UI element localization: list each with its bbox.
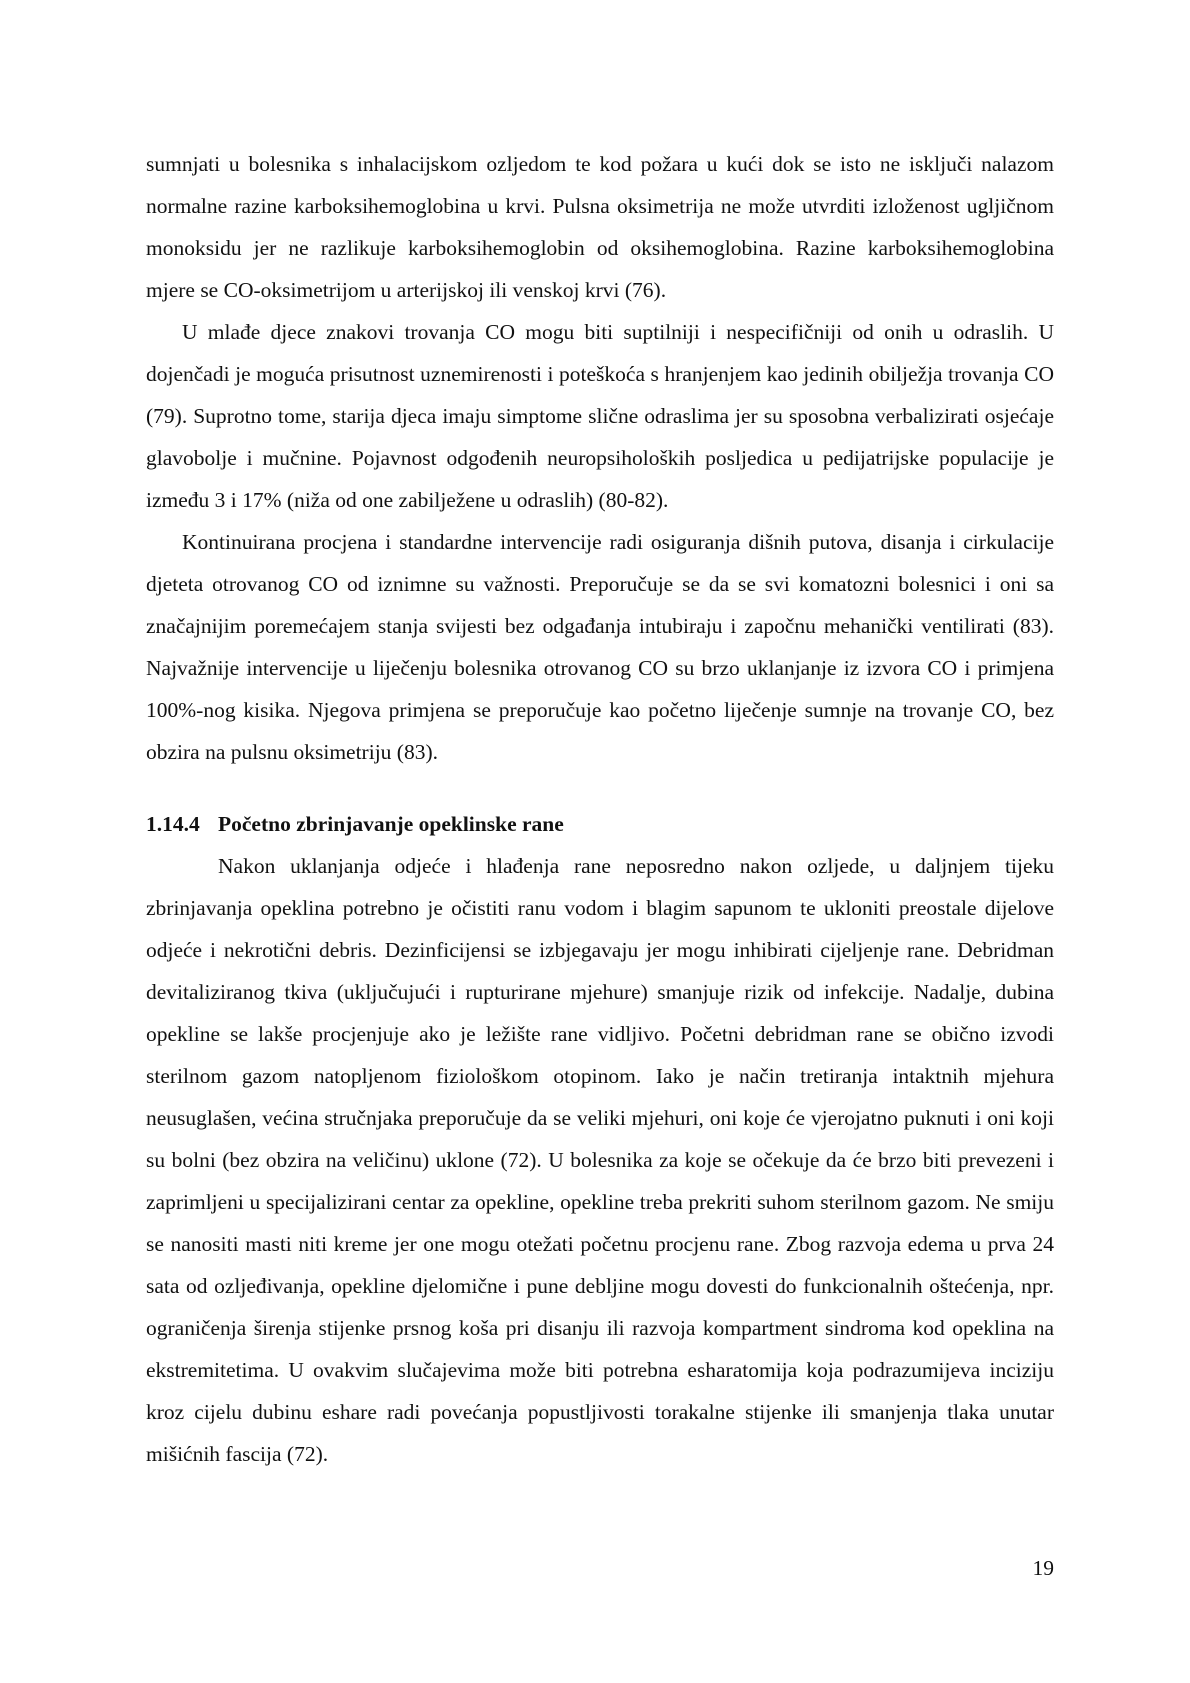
section-heading <box>146 803 1054 845</box>
paragraph-burn-wound-care: Nakon uklanjanja odjeće i hlađenja rane neposredno nakon ozljede, u daljnjem tijeku zbrinjavanja opeklina potrebno je očistiti ranu vodom i blagim sapunom te ukloniti preostale dijelove odjeće i nekrotični debris. Dezinficijensi se izbjegavaju jer mogu inhibirati cijeljenje rane. Debridman devitaliziranog tkiva (uključujući i rupturirane mjehure) smanjuje rizik od infekcije. Nadalje, dubina opekline se lakše procjenjuje ako je ležište rane vidljivo. Početni debridman rane se obično izvodi sterilnom gazom natopljenom fiziološkom otopinom. Iako je način tretiranja intaktnih mjehura neusuglašen, većina stručnjaka preporučuje da se veliki mjehuri, oni koje će vjerojatno puknuti i oni koji su bolni (bez obzira na veličinu) uklone (72). U bolesnika za koje se očekuje da će brzo biti prevezeni i zaprimljeni u specijalizirani centar za opekline, opekline treba prekriti suhom sterilnom gazom. Ne smiju se nanositi masti niti kreme jer one mogu otežati početnu procjenu rane. Zbog razvoja edema u prva 24 sata od ozljeđivanja, opekline djelomične i pune debljine mogu dovesti do funkcionalnih oštećenja, npr. ograničenja širenja stijenke prsnog koša pri disanju ili razvoja kompartment sindroma kod opeklina na ekstremitetima. U ovakvim slučajevima može biti potrebna esharatomija koja podrazumijeva inciziju kroz cijelu dubinu eshare radi povećanja popustljivosti torakalne stijenke ili smanjenja tlaka unutar mišićnih fascija (72). <box>146 854 1054 1466</box>
paragraph-carryover-co-oximetry: sumnjati u bolesnika s inhalacijskom ozljedom te kod požara u kući dok se isto ne isključi nalazom normalne razine karboksihemoglobina u krvi. Pulsna oksimetrija ne može utvrditi izloženost ugljičnom monoksidu jer ne razlikuje karboksihemoglobin od oksihemoglobina. Razine karboksihemoglobina mjere se CO-oksimetrijom u arterijskoj ili venskoj krvi (76). <box>146 152 1054 302</box>
section-spacer <box>146 773 1054 803</box>
paragraph-co-interventions: Kontinuirana procjena i standardne intervencije radi osiguranja dišnih putova, disanja i cirkulacije djeteta otrovanog CO od iznimne su važnosti. Preporučuje se da se svi komatozni bolesnici i oni sa značajnijim poremećajem stanja svijesti bez odgađanja intubiraju i započnu mehanički ventilirati (83). Najvažnije intervencije u liječenju bolesnika otrovanog CO su brzo uklanjanje iz izvora CO i primjena 100%-nog kisika. Njegova primjena se preporučuje kao početno liječenje sumnje na trovanje CO, bez obzira na pulsnu oksimetriju (83). <box>146 530 1054 764</box>
paragraph-children-co-poisoning: U mlađe djece znakovi trovanja CO mogu biti suptilniji i nespecifičniji od onih u odraslih. U dojenčadi je moguća prisutnost uznemirenosti i poteškoća s hranjenjem kao jedinih obilježja trovanja CO (79). Suprotno tome, starija djeca imaju simptome slične odraslima jer su sposobna verbalizirati osjećaje glavobolje i mučnine. Pojavnost odgođenih neuropsiholoških posljedica u pedijatrijske populacije je između 3 i 17% (niža od one zabilježene u odraslih) (80-82). <box>146 320 1054 512</box>
section-title: Početno zbrinjavanje opeklinske rane <box>218 812 564 836</box>
page-number: 19 <box>1032 1556 1054 1580</box>
section-number: 1.14.4 <box>146 812 200 836</box>
document-page <box>146 143 1054 1475</box>
